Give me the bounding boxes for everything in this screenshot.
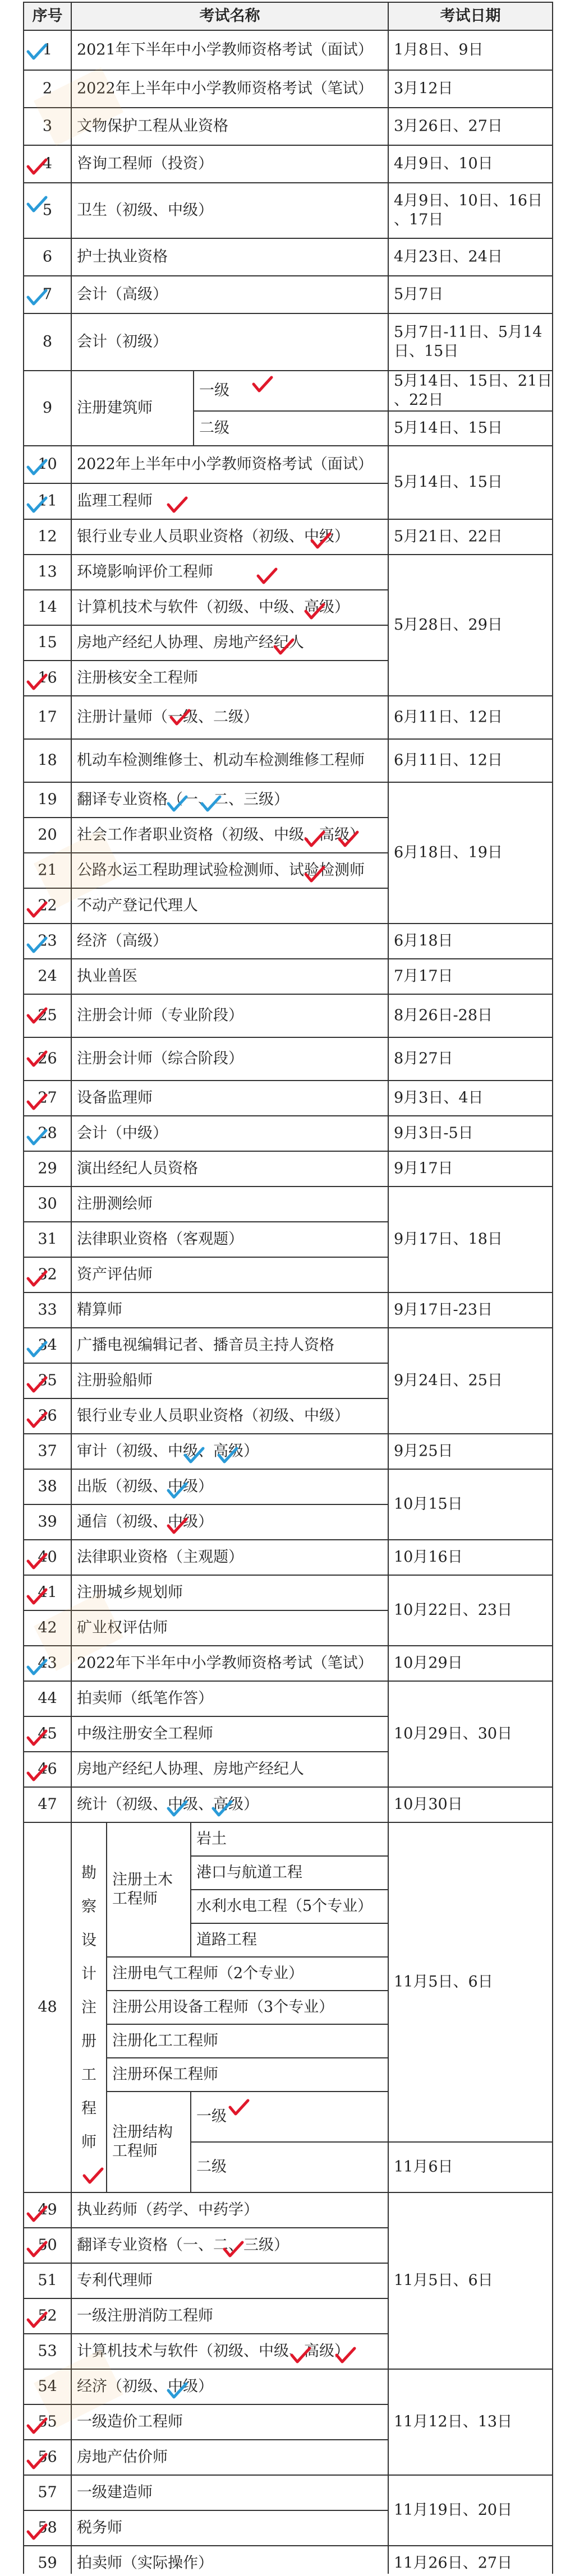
exam-name: 咨询工程师（投资） xyxy=(77,155,213,173)
exam-date: 11月5日、6日 xyxy=(394,2272,493,2289)
seq-text: 15 xyxy=(38,634,57,652)
exam-name: 不动产登记代理人 xyxy=(77,897,198,915)
exam-name: 注册计量师（一级、二级） xyxy=(77,708,259,726)
header-name: 考试名称 xyxy=(199,7,260,25)
exam-name: 计算机技术与软件（初级、中级、高级） xyxy=(77,2342,350,2360)
exam-date: 9月3日、4日 xyxy=(394,1089,484,1107)
seq-text: 17 xyxy=(38,708,57,726)
exam-date: 3月26日、27日 xyxy=(394,117,503,135)
exam-name: 一级造价工程师 xyxy=(77,2413,183,2431)
exam-date: 11月26日、27日 xyxy=(394,2554,513,2572)
exam-name: 设备监理师 xyxy=(77,1089,153,1107)
exam-date: 11月12日、13日 xyxy=(394,2413,513,2431)
exam-date: 7月17日 xyxy=(394,967,453,985)
exam-name: 通信（初级、中级） xyxy=(77,1513,213,1531)
exam-date: 6月11日、12日 xyxy=(394,708,503,726)
group-name: 注册结构工程师 xyxy=(112,2123,173,2160)
exam-name: 翻译专业资格（一、二、三级） xyxy=(77,2236,289,2254)
exam-name: 统计（初级、中级、高级） xyxy=(77,1795,259,1813)
sub-name: 岩土 xyxy=(196,1830,227,1848)
seq-text: 32 xyxy=(38,1266,57,1284)
sub-name: 一级 xyxy=(196,2108,227,2126)
seq-text: 59 xyxy=(38,2554,57,2572)
seq-text: 8 xyxy=(42,333,53,351)
exam-name: 公路水运工程助理试验检测师、试验检测师 xyxy=(77,861,365,879)
exam-date: 10月29日、30日 xyxy=(394,1725,513,1743)
sub-name: 港口与航道工程 xyxy=(196,1864,302,1882)
exam-name: 注册会计师（专业阶段） xyxy=(77,1007,243,1024)
exam-date: 5月7日-11日、5月14 日、15日 xyxy=(394,324,542,361)
seq-text: 28 xyxy=(38,1124,57,1142)
exam-name: 拍卖师（纸笔作答） xyxy=(77,1689,213,1707)
exam-date: 9月17日、18日 xyxy=(394,1230,503,1248)
exam-name: 会计（初级） xyxy=(77,333,168,351)
exam-name: 资产评估师 xyxy=(77,1266,153,1284)
exam-name: 房地产经纪人协理、房地产经纪人 xyxy=(77,1760,304,1778)
seq-text: 14 xyxy=(38,598,57,616)
exam-name: 一级注册消防工程师 xyxy=(77,2307,213,2325)
seq-text: 13 xyxy=(38,563,57,581)
exam-date: 4月9日、10日、16日、17日 xyxy=(394,192,543,229)
exam-name: 注册验船师 xyxy=(77,1372,153,1389)
exam-date: 9月25日 xyxy=(394,1442,453,1460)
seq-text: 34 xyxy=(38,1336,57,1354)
seq-text: 4 xyxy=(42,155,53,173)
seq-text: 20 xyxy=(38,826,57,844)
seq-text: 27 xyxy=(38,1089,57,1107)
exam-name: 经济（初级、中级） xyxy=(77,2378,213,2395)
sub-name: 水利水电工程（5个专业） xyxy=(196,1898,373,1915)
seq-text: 22 xyxy=(38,897,57,915)
seq-text: 30 xyxy=(38,1195,57,1213)
exam-name: 2022年上半年中小学教师资格考试（笔试） xyxy=(77,80,373,98)
exam-date: 3月12日 xyxy=(394,80,453,98)
sub-name: 一级 xyxy=(199,382,229,400)
seq-text: 6 xyxy=(42,248,53,266)
exam-date: 9月24日、25日 xyxy=(394,1372,503,1389)
seq-text: 2 xyxy=(42,80,53,98)
seq-text: 29 xyxy=(38,1160,57,1178)
seq-text: 37 xyxy=(38,1442,57,1460)
exam-date: 10月30日 xyxy=(394,1795,463,1813)
sub-name: 注册公用设备工程师（3个专业） xyxy=(112,1998,334,2016)
seq-text: 51 xyxy=(38,2272,57,2289)
exam-name: 专利代理师 xyxy=(77,2272,153,2289)
seq-text: 31 xyxy=(38,1230,57,1248)
sub-name: 二级 xyxy=(196,2158,227,2176)
exam-name: 房地产经纪人协理、房地产经纪人 xyxy=(77,634,304,652)
seq-text: 5 xyxy=(42,201,53,219)
exam-name: 中级注册安全工程师 xyxy=(77,1725,213,1743)
seq-text: 56 xyxy=(38,2448,57,2466)
exam-date: 5月21日、22日 xyxy=(394,528,503,546)
seq-text: 7 xyxy=(42,285,53,303)
seq-text: 11 xyxy=(38,492,57,510)
exam-date: 10月29日 xyxy=(394,1654,463,1672)
exam-name: 拍卖师（实际操作） xyxy=(77,2554,213,2572)
exam-date: 9月3日-5日 xyxy=(394,1124,473,1142)
exam-date: 8月26日-28日 xyxy=(394,1007,493,1024)
seq-text: 35 xyxy=(38,1372,57,1389)
exam-name: 广播电视编辑记者、播音员主持人资格 xyxy=(77,1336,334,1354)
exam-date: 5月7日 xyxy=(394,285,444,303)
exam-date: 6月11日、12日 xyxy=(394,751,503,769)
seq-text: 23 xyxy=(38,932,57,950)
exam-name: 注册测绘师 xyxy=(77,1195,153,1213)
exam-date: 10月16日 xyxy=(394,1548,463,1566)
exam-date: 9月17日-23日 xyxy=(394,1301,493,1319)
exam-date: 11月6日 xyxy=(394,2158,453,2176)
exam-name: 房地产估价师 xyxy=(77,2448,168,2466)
hand-check-mark xyxy=(258,569,276,583)
exam-name: 一级建造师 xyxy=(77,2483,153,2501)
header-seq: 序号 xyxy=(32,7,63,25)
exam-name-vertical: 勘察设计注册工程师 xyxy=(81,1864,96,2151)
exam-name: 税务师 xyxy=(77,2519,122,2537)
seq-text: 46 xyxy=(38,1760,57,1778)
exam-name: 注册会计师（综合阶段） xyxy=(77,1050,243,1068)
seq-text: 54 xyxy=(38,2378,57,2395)
seq-text: 52 xyxy=(38,2307,57,2325)
exam-name: 银行业专业人员职业资格（初级、中级） xyxy=(77,528,350,546)
seq-text: 19 xyxy=(38,791,57,809)
seq-text: 36 xyxy=(38,1407,57,1425)
seq-text: 3 xyxy=(42,117,53,135)
seq-text: 1 xyxy=(42,41,53,59)
sub-name: 道路工程 xyxy=(196,1931,257,1949)
exam-date: 1月8日、9日 xyxy=(394,41,484,59)
exam-name: 监理工程师 xyxy=(77,492,153,510)
exam-name: 出版（初级、中级） xyxy=(77,1478,213,1495)
seq-text: 21 xyxy=(38,861,57,879)
seq-text: 55 xyxy=(38,2413,57,2431)
seq-text: 41 xyxy=(38,1584,57,1601)
exam-name: 法律职业资格（客观题） xyxy=(77,1230,243,1248)
exam-name: 注册建筑师 xyxy=(77,399,153,417)
seq-text: 57 xyxy=(38,2483,57,2501)
group-cell xyxy=(107,1822,191,1957)
hand-check-mark xyxy=(230,2100,248,2114)
exam-name: 社会工作者职业资格（初级、中级、高级） xyxy=(77,826,365,844)
seq-text: 58 xyxy=(38,2519,57,2537)
exam-name: 银行业专业人员职业资格（初级、中级） xyxy=(77,1407,350,1425)
group-name: 注册土木工程师 xyxy=(112,1871,173,1908)
hand-check-mark xyxy=(254,377,272,391)
exam-name: 演出经纪人员资格 xyxy=(77,1160,198,1178)
seq-text: 18 xyxy=(38,751,57,769)
exam-date: 5月14日、15日、21日、22日 xyxy=(394,372,553,409)
exam-name: 精算师 xyxy=(77,1301,122,1319)
sub-name: 注册环保工程师 xyxy=(112,2066,218,2084)
date-cell xyxy=(388,313,553,371)
seq-text: 25 xyxy=(38,1007,57,1024)
exam-date: 10月22日、23日 xyxy=(394,1601,513,1619)
seq-text: 53 xyxy=(38,2342,57,2360)
seq-text: 42 xyxy=(38,1619,57,1637)
seq-text: 10 xyxy=(38,455,57,473)
exam-name: 文物保护工程从业资格 xyxy=(77,117,228,135)
seq-text: 39 xyxy=(38,1513,57,1531)
seq-text: 38 xyxy=(38,1478,57,1495)
hand-check-mark xyxy=(84,2169,102,2182)
exam-date: 5月28日、29日 xyxy=(394,616,503,634)
exam-name: 会计（中级） xyxy=(77,1124,168,1142)
seq-text: 43 xyxy=(38,1654,57,1672)
exam-name: 执业药师（药学、中药学） xyxy=(77,2201,259,2219)
sub-name: 注册化工工程师 xyxy=(112,2032,218,2050)
exam-name: 计算机技术与软件（初级、中级、高级） xyxy=(77,598,350,616)
hand-check-mark xyxy=(168,498,186,511)
exam-name: 矿业权评估师 xyxy=(77,1619,168,1637)
exam-name: 机动车检测维修士、机动车检测维修工程师 xyxy=(77,751,365,769)
seq-text: 26 xyxy=(38,1050,57,1068)
exam-date: 6月18日 xyxy=(394,932,453,950)
seq-text: 9 xyxy=(42,399,53,417)
exam-name: 环境影响评价工程师 xyxy=(77,563,213,581)
exam-date: 8月27日 xyxy=(394,1050,453,1068)
exam-date: 5月14日、15日 xyxy=(394,419,503,437)
exam-name: 法律职业资格（主观题） xyxy=(77,1548,243,1566)
exam-date: 4月9日、10日 xyxy=(394,155,493,173)
exam-name: 2022年上半年中小学教师资格考试（面试） xyxy=(77,455,373,473)
seq-text: 16 xyxy=(38,669,57,687)
seq-text: 24 xyxy=(38,967,57,985)
header-date: 考试日期 xyxy=(440,7,501,25)
sub-name: 二级 xyxy=(199,419,229,437)
seq-text: 49 xyxy=(38,2201,57,2219)
seq-text: 33 xyxy=(38,1301,57,1319)
exam-date: 6月18日、19日 xyxy=(394,844,503,862)
exam-name: 经济（高级） xyxy=(77,932,168,950)
seq-text: 48 xyxy=(38,1998,57,2016)
exam-name: 卫生（初级、中级） xyxy=(77,201,213,219)
exam-date: 4月23日、24日 xyxy=(394,248,503,266)
group-cell xyxy=(107,2092,191,2192)
seq-text: 47 xyxy=(38,1795,57,1813)
seq-text: 45 xyxy=(38,1725,57,1743)
seq-text: 44 xyxy=(38,1689,57,1707)
exam-date: 9月17日 xyxy=(394,1160,453,1178)
seq-text: 50 xyxy=(38,2236,57,2254)
exam-name: 注册核安全工程师 xyxy=(77,669,198,687)
exam-date: 11月5日、6日 xyxy=(394,1973,493,1991)
exam-name: 审计（初级、中级、高级） xyxy=(77,1442,259,1460)
exam-name: 2021年下半年中小学教师资格考试（面试） xyxy=(77,41,373,59)
exam-date: 5月14日、15日 xyxy=(394,473,503,491)
exam-name: 会计（高级） xyxy=(77,285,168,303)
exam-name: 翻译专业资格（一、二、三级） xyxy=(77,791,289,809)
sub-name: 注册电气工程师（2个专业） xyxy=(112,1965,304,1983)
exam-name: 2022年下半年中小学教师资格考试（笔试） xyxy=(77,1654,373,1672)
exam-name: 执业兽医 xyxy=(77,967,137,985)
exam-name: 注册城乡规划师 xyxy=(77,1584,183,1601)
exam-name: 护士执业资格 xyxy=(77,248,168,266)
date-cell xyxy=(388,183,553,238)
seq-text: 12 xyxy=(38,528,57,546)
seq-text: 40 xyxy=(38,1548,57,1566)
exam-date: 10月15日 xyxy=(394,1495,463,1513)
exam-date: 11月19日、20日 xyxy=(394,2501,513,2519)
